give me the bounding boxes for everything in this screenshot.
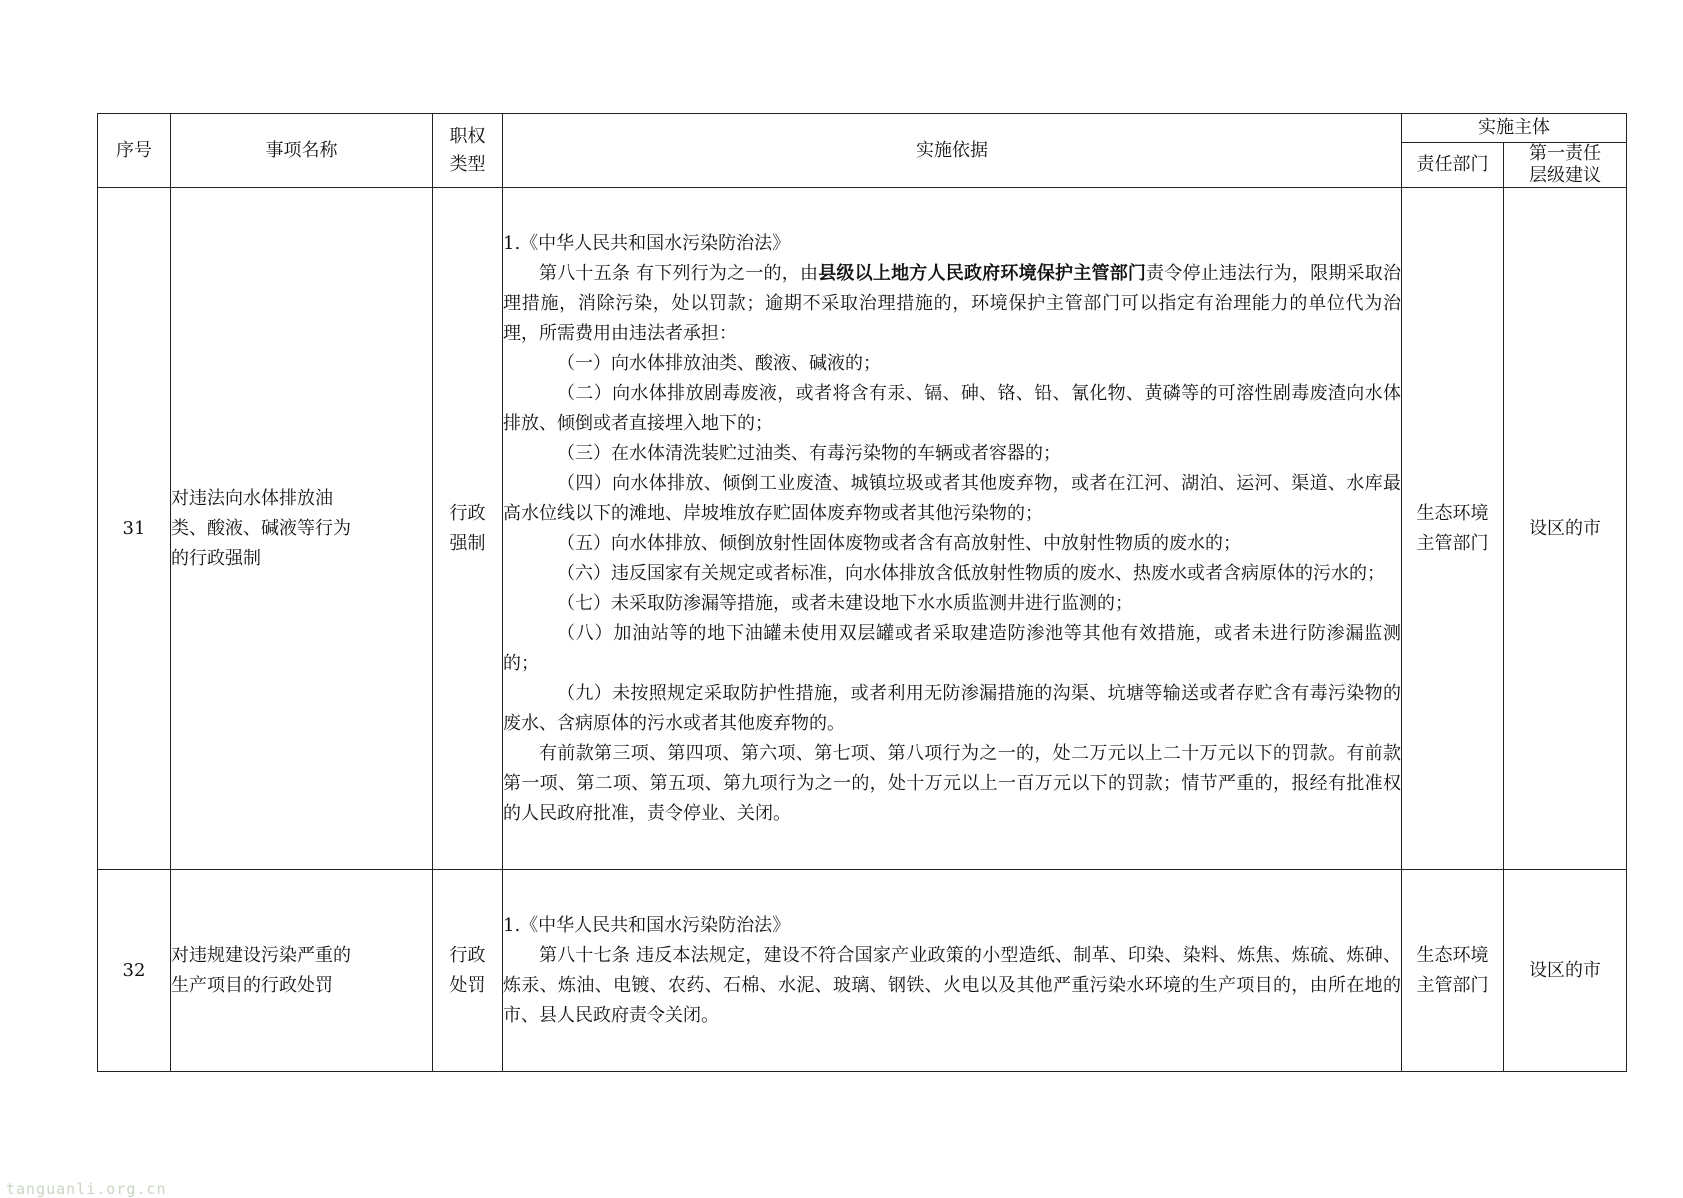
row-item-name-line: 对违规建设污染严重的 <box>171 944 351 966</box>
row-item-name-line: 的行政强制 <box>171 547 261 569</box>
basis-item: （八）加油站等的地下油罐未使用双层罐或者采取建造防渗池等其他有效措施，或者未进行防渗漏监测的； <box>503 622 1401 674</box>
basis-law-title: 1.《中华人民共和国水污染防治法》 <box>503 914 791 936</box>
row-level: 设区的市 <box>1504 188 1627 870</box>
row-power-type-line: 行政 <box>449 502 486 524</box>
basis-article-text: 责令停止违法行为，限期采取治理措施，消除污染，处以罚款；逾期不采取治理措施的，环境保护主管部门可以指定有治理能力的单位代为治理，所需费用由违法者承担： <box>503 262 1401 344</box>
row-dept-line: 生态环境 <box>1416 944 1489 966</box>
row-dept <box>1402 870 1504 1072</box>
basis-item: （一）向水体排放油类、酸液、碱液的； <box>557 352 881 374</box>
row-power-type-line: 强制 <box>449 532 486 554</box>
row-power-type-line: 处罚 <box>449 974 486 996</box>
basis-article-highlight: 县级以上地方人民政府环境保护主管部门 <box>818 262 1147 284</box>
row-basis <box>503 870 1402 1072</box>
basis-item: （三）在水体清洗装贮过油类、有毒污染物的车辆或者容器的； <box>557 442 1061 464</box>
row-item-name <box>171 870 433 1072</box>
basis-item: （九）未按照规定采取防护性措施，或者利用无防渗漏措施的沟渠、坑塘等输送或者存贮含有毒污染物的废水、含病原体的污水或者其他废弃物的。 <box>503 682 1401 734</box>
header-power-type-line: 职权 <box>449 125 486 147</box>
header-dept: 责任部门 <box>1402 143 1504 188</box>
header-subject: 实施主体 <box>1402 114 1627 143</box>
header-basis: 实施依据 <box>503 114 1402 188</box>
basis-item: （七）未采取防渗漏等措施，或者未建设地下水水质监测井进行监测的； <box>557 592 1133 614</box>
row-dept-line: 生态环境 <box>1416 502 1489 524</box>
basis-item: （五）向水体排放、倾倒放射性固体废物或者含有高放射性、中放射性物质的废水的； <box>557 532 1241 554</box>
row-power-type <box>433 870 503 1072</box>
header-level <box>1504 143 1627 188</box>
basis-article <box>503 259 1401 349</box>
row-item-name-line: 对违法向水体排放油 <box>171 487 333 509</box>
watermark-text: tanguanli.org.cn <box>6 1180 167 1198</box>
row-seq: 32 <box>98 870 171 1072</box>
header-level-line: 层级建议 <box>1529 165 1601 186</box>
row-power-type-line: 行政 <box>449 944 486 966</box>
basis-item: （二）向水体排放剧毒废液，或者将含有汞、镉、砷、铬、铅、氰化物、黄磷等的可溶性剧毒废渣向水体排放、倾倒或者直接埋入地下的； <box>503 382 1401 434</box>
basis-item: （六）违反国家有关规定或者标准，向水体排放含低放射性物质的废水、热废水或者含病原体的污水的； <box>557 562 1385 584</box>
row-item-name <box>171 188 433 870</box>
header-level-line: 第一责任 <box>1529 143 1601 164</box>
basis-article: 第八十七条 违反本法规定，建设不符合国家产业政策的小型造纸、制革、印染、染料、炼焦、炼硫、炼砷、炼汞、炼油、电镀、农药、石棉、水泥、玻璃、钢铁、火电以及其他严重污染水环境的生产项目的，由所在地的市、县人民政府责令关闭。 <box>503 944 1401 1026</box>
matters-table <box>97 113 1627 1072</box>
header-power-type-line: 类型 <box>449 153 486 175</box>
row-seq: 31 <box>98 188 171 870</box>
row-item-name-line: 生产项目的行政处罚 <box>171 974 333 996</box>
table-row <box>98 188 1627 870</box>
row-item-name-line: 类、酸液、碱液等行为 <box>171 517 351 539</box>
header-seq: 序号 <box>98 114 171 188</box>
header-item-name: 事项名称 <box>171 114 433 188</box>
basis-article-text: 第八十五条 有下列行为之一的，由 <box>539 262 819 284</box>
row-level: 设区的市 <box>1504 870 1627 1072</box>
table-row <box>98 870 1627 1072</box>
row-dept-line: 主管部门 <box>1416 532 1489 554</box>
basis-item: （四）向水体排放、倾倒工业废渣、城镇垃圾或者其他废弃物，或者在江河、湖泊、运河、渠道、水库最高水位线以下的滩地、岸坡堆放存贮固体废弃物或者其他污染物的； <box>503 472 1401 524</box>
row-basis <box>503 188 1402 870</box>
row-dept <box>1402 188 1504 870</box>
row-dept-line: 主管部门 <box>1416 974 1489 996</box>
row-power-type <box>433 188 503 870</box>
header-power-type <box>433 114 503 188</box>
basis-penalty: 有前款第三项、第四项、第六项、第七项、第八项行为之一的，处二万元以上二十万元以下的罚款。有前款第一项、第二项、第五项、第九项行为之一的，处十万元以上一百万元以下的罚款；情节严重的，报经有批准权的人民政府批准，责令停业、关闭。 <box>503 742 1401 824</box>
basis-law-title: 1.《中华人民共和国水污染防治法》 <box>503 232 791 254</box>
